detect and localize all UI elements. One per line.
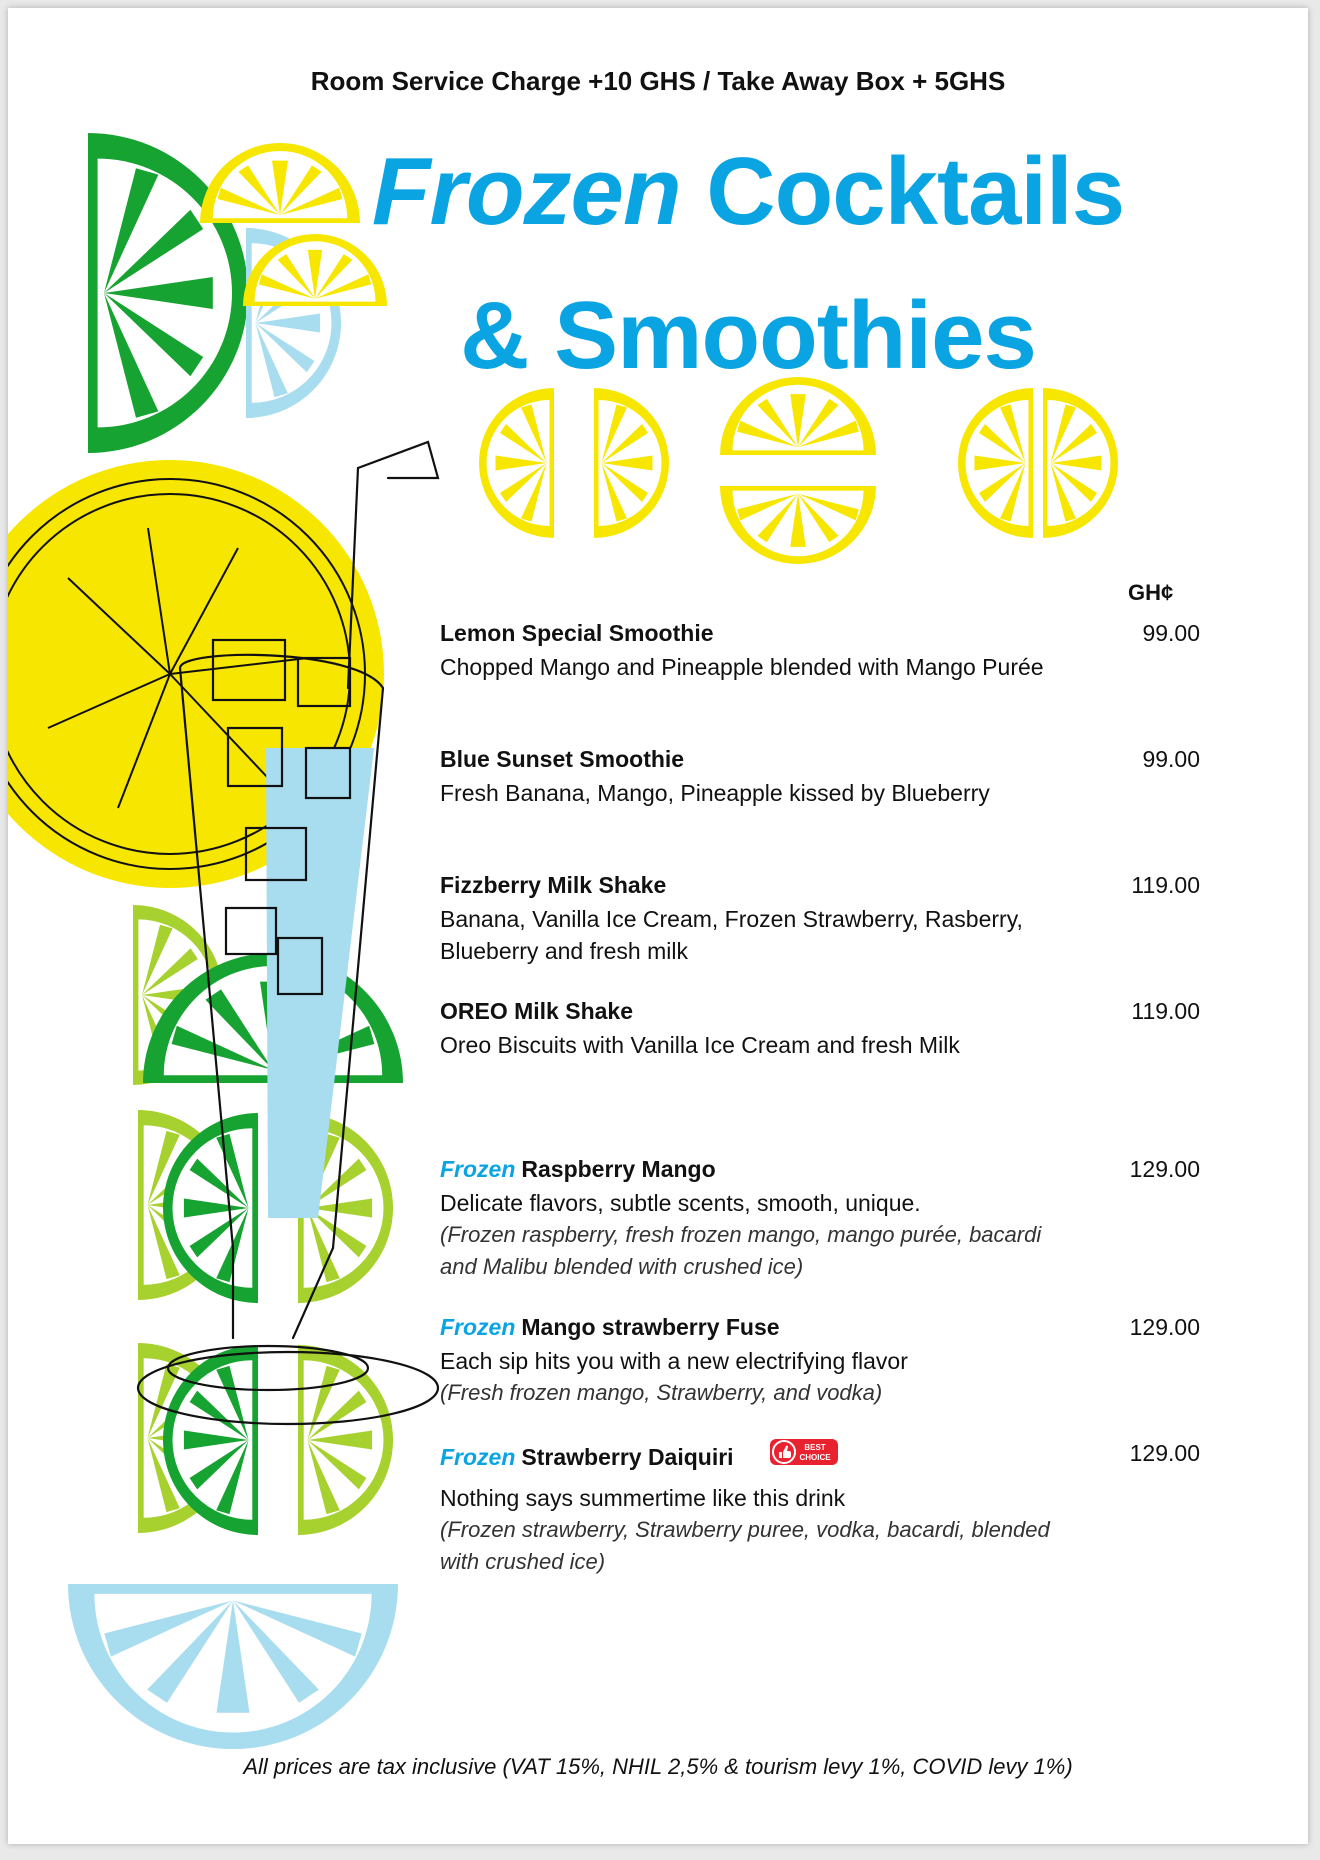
item-price: 119.00 (1131, 998, 1200, 1024)
service-charge-note: Room Service Charge +10 GHS / Take Away Box + 5GHS (310, 66, 1006, 96)
item-name (440, 1440, 1200, 1478)
item-name (440, 1156, 1200, 1183)
item-ingredients: (Fresh frozen mango, Strawberry, and vodka) (440, 1380, 883, 1405)
item-name: Fizzberry Milk Shake (440, 872, 667, 898)
frozen-prefix: Frozen (440, 1314, 516, 1340)
badge-line1: BEST (803, 1443, 826, 1452)
item-price: 99.00 (1142, 620, 1200, 646)
badge-line2: CHOICE (799, 1453, 831, 1462)
item-ingredients: (Frozen strawberry, Strawberry puree, vodka, bacardi, blended with crushed ice) (440, 1517, 1050, 1574)
menu-item (440, 872, 1200, 967)
item-price: 119.00 (1131, 872, 1200, 898)
item-name: Blue Sunset Smoothie (440, 746, 685, 772)
item-price: 99.00 (1142, 746, 1200, 772)
best-choice-badge (768, 1436, 840, 1474)
item-name: OREO Milk Shake (440, 998, 634, 1024)
item-description: Nothing says summertime like this drink (440, 1485, 846, 1511)
menu-page (8, 8, 1308, 1844)
title-cocktails: Cocktails (706, 138, 1125, 245)
item-name (440, 1314, 1200, 1341)
item-description: Chopped Mango and Pineapple blended with Mango Purée (440, 654, 1044, 680)
item-price: 129.00 (1129, 1156, 1200, 1182)
item-name: Lemon Special Smoothie (440, 620, 714, 646)
title-frozen: Frozen (371, 138, 681, 245)
item-description: Fresh Banana, Mango, Pineapple kissed by Blueberry (440, 780, 990, 806)
item-price: 129.00 (1129, 1440, 1200, 1466)
item-description: Oreo Biscuits with Vanilla Ice Cream and fresh Milk (440, 1032, 960, 1058)
item-name-text: Raspberry Mango (521, 1156, 716, 1182)
item-description: Banana, Vanilla Ice Cream, Frozen Strawberry, Rasberry, Blueberry and fresh milk (440, 906, 1023, 964)
page-title-line1 (368, 138, 1128, 245)
currency-label: GH¢ (1128, 580, 1174, 605)
tax-footer-note: All prices are tax inclusive (VAT 15%, NHIL 2,5% & tourism levy 1%, COVID levy 1%) (243, 1754, 1073, 1779)
menu-item (440, 1314, 1200, 1409)
item-description: Each sip hits you with a new electrifying flavor (440, 1348, 908, 1374)
item-price: 129.00 (1129, 1314, 1200, 1340)
item-name-text: Mango strawberry Fuse (521, 1314, 780, 1340)
page-title-line2: & Smoothies (460, 282, 1036, 389)
menu-item (440, 746, 1200, 809)
item-ingredients: (Frozen raspberry, fresh frozen mango, mango purée, bacardi and Malibu blended with crushed ice) (440, 1222, 1042, 1279)
item-description: Delicate flavors, subtle scents, smooth, unique. (440, 1190, 921, 1216)
menu-item (440, 1156, 1200, 1283)
menu-item (440, 1440, 1200, 1578)
menu-item (440, 620, 1200, 683)
item-name-text: Strawberry Daiquiri (521, 1444, 734, 1471)
frozen-prefix: Frozen (440, 1156, 516, 1182)
menu-item (440, 998, 1200, 1061)
frozen-prefix: Frozen (440, 1444, 516, 1471)
